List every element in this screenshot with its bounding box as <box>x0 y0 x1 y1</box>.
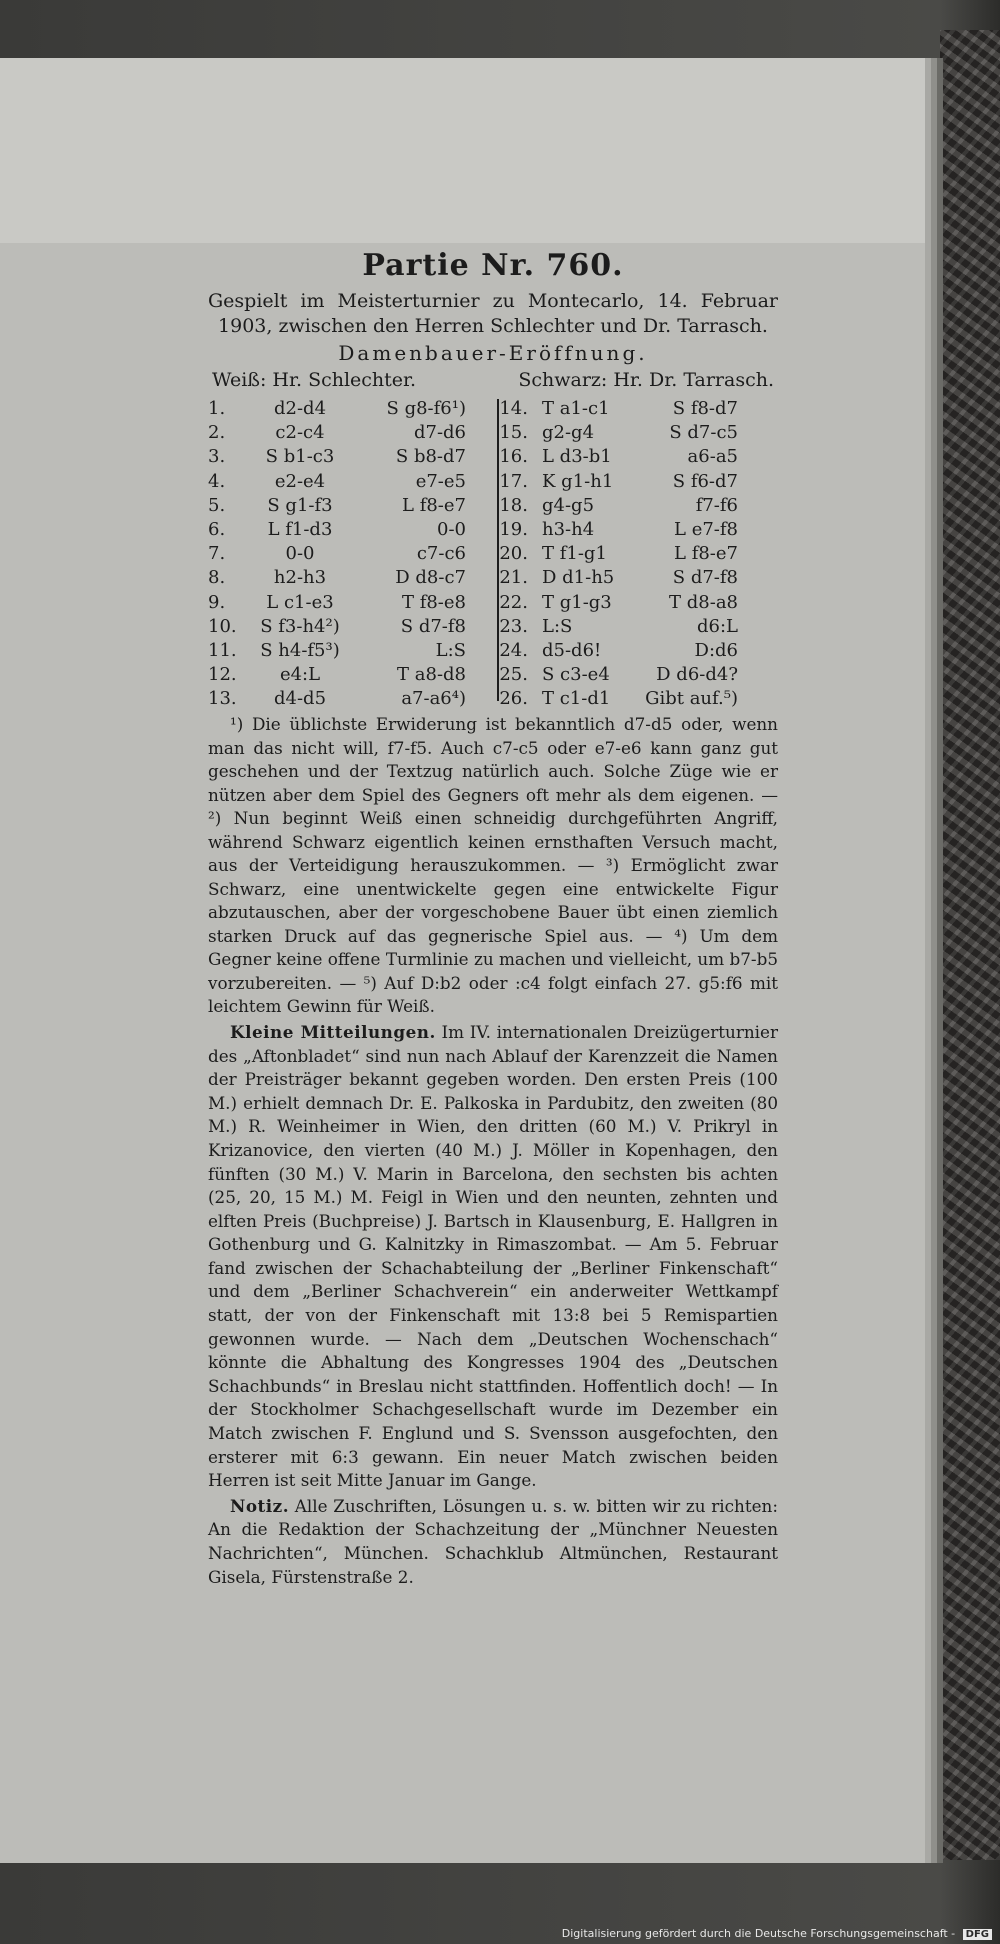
move-number: 5. <box>208 494 226 516</box>
move-number: 13. <box>208 688 237 710</box>
move-number: 9. <box>208 591 226 613</box>
move-row <box>208 615 778 639</box>
move-number: 7. <box>208 543 226 565</box>
move-number: 22. <box>499 591 528 613</box>
white-move: S h4-f5³) <box>260 639 340 661</box>
move-row <box>208 470 778 494</box>
black-move: D:d6 <box>694 639 738 661</box>
notiz-heading: Notiz. <box>230 1495 290 1516</box>
move-number: 16. <box>499 446 528 468</box>
move-number: 19. <box>499 518 528 540</box>
white-move: e2-e4 <box>274 470 326 492</box>
black-move: L f8-e7 <box>402 494 466 516</box>
black-move: D d8-c7 <box>395 567 466 589</box>
game-title: Partie Nr. 760. <box>362 248 624 283</box>
move-row <box>208 542 778 566</box>
game-intro: Gespielt im Meisterturnier zu Montecarlo, 14. Februar 1903, zwischen den Herren Schlechter und Dr. Tarrasch. <box>208 290 778 337</box>
game-notes: ¹) Die üblichste Erwiderung ist bekanntlich d7-d5 oder, wenn man das nicht will, f7-f5. Auch c7-c5 oder e7-e6 kann ganz gut geschehen und der Textzug natürlich auch. Solche Züge wie er nützen aber dem Spiel des Gegners oft mehr als dem eigenen. — ²) Nun beginnt Weiß einen schneidig durchgeführten Angriff, während Schwarz eigentlich keinen ernsthaften Versuch macht, aus der Verteidigung herauszukommen. — ³) Ermöglicht zwar Schwarz, eine unentwickelte gegen eine entwickelte Figur abzutauschen, aber der vorgeschobene Bauer übt einen ziemlich starken Druck auf das gegnerische Spiel aus. — ⁴) Um dem Gegner keine offene Turmlinie zu machen und vielleicht, um b7-b5 vorzubereiten. — ⁵) Auf D:b2 oder :c4 folgt einfach 27. g5:f6 mit leichtem Gewinn für Weiß. <box>208 714 778 1017</box>
move-row <box>208 663 778 687</box>
footer-text: Digitalisierung gefördert durch die Deutsche Forschungsgemeinschaft - <box>561 1927 956 1940</box>
black-move: D d6-d4? <box>656 664 738 686</box>
white-move: T a1-c1 <box>542 398 610 419</box>
move-row <box>208 494 778 518</box>
move-number: 18. <box>499 494 528 516</box>
white-move: S b1-c3 <box>265 446 335 468</box>
move-number: 14. <box>499 398 528 419</box>
digitization-footer <box>562 1927 992 1940</box>
white-move: T g1-g3 <box>542 591 612 613</box>
black-move: S d7-c5 <box>669 422 738 444</box>
white-move: d2-d4 <box>273 398 327 419</box>
black-move: e7-e5 <box>415 470 466 492</box>
black-move: L:S <box>435 639 466 661</box>
black-move: L e7-f8 <box>674 518 738 540</box>
move-row <box>208 591 778 615</box>
white-move: L:S <box>542 615 573 637</box>
news-section <box>208 1021 778 1493</box>
move-number: 11. <box>208 639 237 661</box>
black-move: Gibt auf.⁵) <box>645 688 738 710</box>
black-move: S d7-f8 <box>672 567 738 589</box>
white-move: L c1-e3 <box>266 591 334 613</box>
black-move: S d7-f8 <box>400 615 466 637</box>
move-number: 15. <box>499 422 528 444</box>
black-move: c7-c6 <box>416 543 466 565</box>
white-move: S f3-h4²) <box>260 615 340 637</box>
white-move: T c1-d1 <box>542 688 611 710</box>
news-body: Im IV. internationalen Dreizügerturnier des „Aftonbladet“ sind nun nach Ablauf der Karenzzeit die Namen der Preisträger bekannt gegeben worden. Den ersten Preis (100 M.) erhielt demnach Dr. E. Palkoska in Pardubitz, den zweiten (80 M.) R. Weinheimer in Wien, den dritten (60 M.) V. Prikryl in Krizanovice, den vierten (40 M.) J. Möller in Kopenhagen, den fünften (30 M.) V. Marin in Barcelona, den sechsten bis achten (25, 20, 15 M.) M. Feigl in Wien und den neunten, zehnten und elften Preis (Buchpreise) J. Bartsch in Klausenburg, E. Hallgren in Gothenburg und G. Kalnitzky in Rimaszombat. — Am 5. Februar fand zwischen der Schachabteilung der „Berliner Finkenschaft“ und dem „Berliner Schachverein“ ein anderweiter Wettkampf statt, der von der Finkenschaft mit 13:8 bei 5 Remispartien gewonnen wurde. — Nach dem „Deutschen Wochenschach“ könnte die Abhaltung des Kongresses 1904 des „Deutschen Schachbunds“ in Breslau nicht stattfinden. Hoffentlich doch! — In der Stockholmer Schachgesellschaft wurde im Dezember ein Match zwischen F. Englund und S. Svensson ausgefochten, den ersterer mit 6:3 gewann. Ein neuer Match zwischen beiden Herren ist seit Mitte Januar im Gange. <box>208 1021 778 1491</box>
move-number: 4. <box>208 470 226 492</box>
black-move: d7-d6 <box>413 422 466 444</box>
notiz-section <box>208 1495 778 1589</box>
move-number: 3. <box>208 446 226 468</box>
black-move: T d8-a8 <box>669 591 738 613</box>
white-move: h2-h3 <box>273 567 327 589</box>
move-number: 6. <box>208 518 226 540</box>
move-number: 10. <box>208 615 237 637</box>
black-move: S g8-f6¹) <box>386 398 466 419</box>
white-move: K g1-h1 <box>542 470 614 492</box>
news-heading: Kleine Mitteilungen. <box>230 1021 436 1042</box>
black-move: S f6-d7 <box>672 470 738 492</box>
opening-name: Damenbauer-Eröffnung. <box>338 341 648 365</box>
white-move: D d1-h5 <box>542 567 615 589</box>
black-move: T a8-d8 <box>397 664 466 686</box>
black-player: Schwarz: Hr. Dr. Tarrasch. <box>518 369 774 391</box>
move-number: 23. <box>499 615 528 637</box>
white-move: g4-g5 <box>542 494 595 516</box>
players-line <box>208 367 778 393</box>
page-top-blank <box>0 58 925 243</box>
white-move: 0-0 <box>285 543 315 565</box>
white-move: L d3-b1 <box>542 446 612 468</box>
white-move: S g1-f3 <box>267 494 333 516</box>
dfg-logo: DFG <box>963 1929 992 1940</box>
move-number: 8. <box>208 567 226 589</box>
column-divider <box>497 399 499 701</box>
black-move: a7-a6⁴) <box>401 688 466 710</box>
white-move: S c3-e4 <box>542 664 610 686</box>
move-number: 1. <box>208 398 226 419</box>
white-move: g2-g4 <box>542 422 595 444</box>
white-move: T f1-g1 <box>542 543 607 565</box>
white-move: L f1-d3 <box>267 518 333 540</box>
black-move: 0-0 <box>437 518 466 540</box>
move-row <box>208 445 778 469</box>
white-move: c2-c4 <box>275 422 325 444</box>
move-number: 24. <box>499 639 528 661</box>
white-move: e4:L <box>279 664 321 686</box>
white-move: d4-d5 <box>273 688 327 710</box>
move-number: 26. <box>499 688 528 710</box>
white-move: d5-d6! <box>542 639 602 661</box>
move-number: 17. <box>499 470 528 492</box>
black-move: a6-a5 <box>687 446 738 468</box>
black-move: T f8-e8 <box>401 591 466 613</box>
move-number: 21. <box>499 567 528 589</box>
black-move: S b8-d7 <box>395 446 466 468</box>
notiz-body: Alle Zuschriften, Lösungen u. s. w. bitten wir zu richten: An die Redaktion der Schachzeitung der „Münchner Neuesten Nachrichten“, München. Schachklub Altmünchen, Restaurant Gisela, Fürstenstraße 2. <box>208 1495 778 1587</box>
move-row <box>208 421 778 445</box>
move-number: 12. <box>208 664 237 686</box>
black-move: d6:L <box>697 615 738 637</box>
text-column <box>208 248 778 1589</box>
moves-table <box>208 397 778 711</box>
move-row <box>208 639 778 663</box>
move-number: 25. <box>499 664 528 686</box>
white-move: h3-h4 <box>542 518 595 540</box>
move-number: 20. <box>499 543 528 565</box>
white-player: Weiß: Hr. Schlechter. <box>212 369 417 391</box>
move-row <box>208 518 778 542</box>
marbled-book-edge <box>940 30 1000 1860</box>
black-move: S f8-d7 <box>672 398 738 419</box>
black-move: f7-f6 <box>695 494 738 516</box>
move-number: 2. <box>208 422 226 444</box>
black-move: L f8-e7 <box>674 543 738 565</box>
move-row <box>208 566 778 590</box>
move-row <box>208 397 778 421</box>
move-row <box>208 687 778 711</box>
